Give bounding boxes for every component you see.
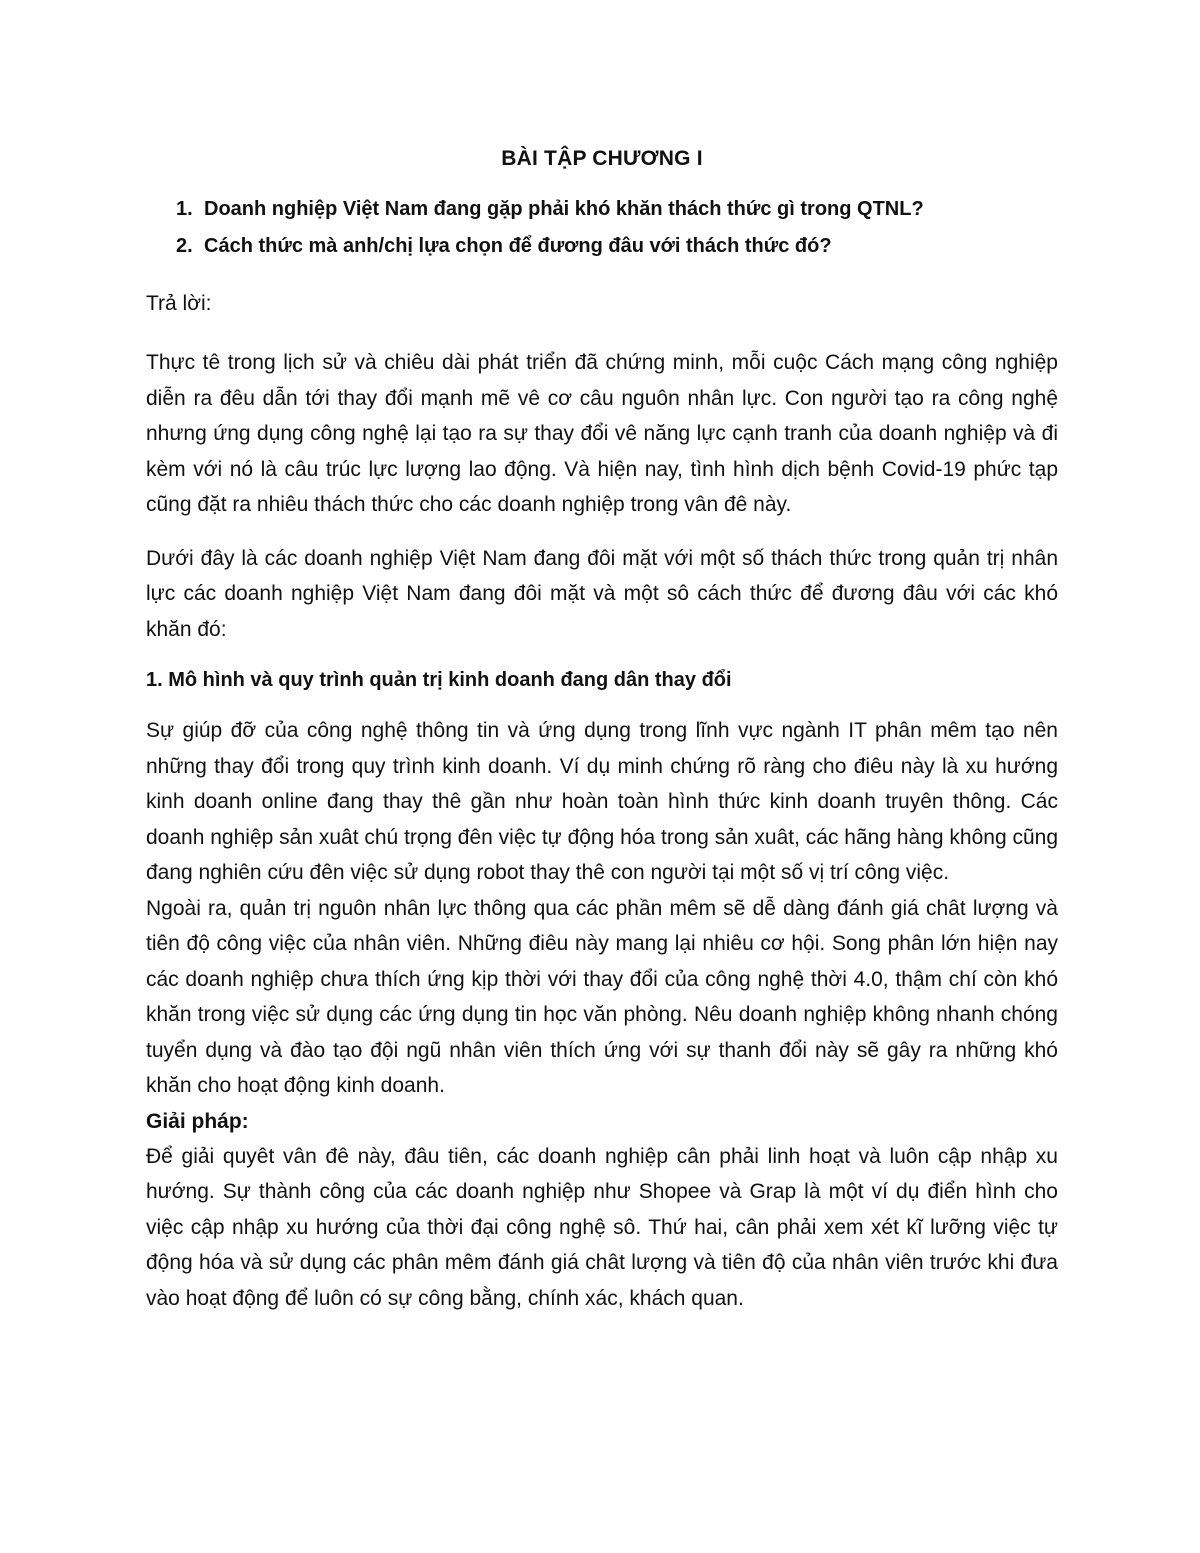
- question-number: 2.: [176, 235, 193, 257]
- document-content: [146, 144, 1058, 1316]
- question-number: 1.: [176, 198, 193, 220]
- question-item: [146, 192, 1058, 226]
- section-paragraph: Ngoài ra, quản trị nguôn nhân lực thông qua các phần mêm sẽ dễ dàng đánh giá chât lượng và tiên độ công việc của nhân viên. Những điêu này mang lại nhiêu cơ hội. Song phân lớn hiện nay các doanh nghiệp chưa thích ứng kịp thời với thay đổi của công nghệ thời 4.0, thậm chí còn khó khăn trong việc sử dụng các ứng dụng tin học văn phòng. Nêu doanh nghiệp không nhanh chóng tuyển dụng và đào tạo đội ngũ nhân viên thích ứng với sự thanh đổi này sẽ gây ra những khó khăn cho hoạt động kinh doanh.: [146, 896, 1058, 1097]
- solution-paragraph: Để giải quyêt vân đê này, đâu tiên, các doanh nghiệp cân phải linh hoạt và luôn cập nhập xu hướng. Sự thành công của các doanh nghiệp như Shopee và Grap là một ví dụ điển hình cho việc cập nhập xu hướng của thời đại công nghệ sô. Thứ hai, cân phải xem xét kĩ lưỡng việc tự động hóa và sử dụng các phân mêm đánh giá chât lượng và tiên độ của nhân viên trước khi đưa vào hoạt động để luôn có sự công bằng, chính xác, khách quan.: [146, 1144, 1058, 1310]
- solution-label: Giải pháp:: [146, 1109, 249, 1133]
- question-list: [146, 192, 1058, 263]
- question-text: Cách thức mà anh/chị lựa chọn để đương đâu với thách thức đó?: [204, 235, 832, 257]
- answer-label: Trả lời:: [146, 292, 212, 315]
- document-title: BÀI TẬP CHƯƠNG I: [501, 147, 703, 170]
- question-text: Doanh nghiệp Việt Nam đang gặp phải khó khăn thách thức gì trong QTNL?: [204, 198, 924, 220]
- intro-paragraph: Dưới đây là các doanh nghiệp Việt Nam đang đôi mặt với một số thách thức trong quản trị nhân lực các doanh nghiệp Việt Nam đang đôi mặt và một sô cách thức để đương đâu với các khó khăn đó:: [146, 546, 1058, 641]
- question-item: [146, 229, 1058, 263]
- section-heading: 1. Mô hình và quy trình quản trị kinh doanh đang dân thay đổi: [146, 669, 732, 691]
- intro-paragraph: Thực tê trong lịch sử và chiêu dài phát triển đã chứng minh, mỗi cuộc Cách mạng công nghiệp diễn ra đêu dẫn tới thay đổi mạnh mẽ vê cơ câu nguôn nhân lực. Con người tạo ra công nghệ nhưng ứng dụng công nghệ lại tạo ra sự thay đổi vê năng lực cạnh tranh của doanh nghiệp và đi kèm với nó là câu trúc lực lượng lao động. Và hiện nay, tình hình dịch bệnh Covid-19 phức tạp cũng đặt ra nhiêu thách thức cho các doanh nghiệp trong vân đê này.: [146, 351, 1058, 516]
- section-paragraph: Sự giúp đỡ của công nghệ thông tin và ứng dụng trong lĩnh vực ngành IT phân mêm tạo nên những thay đổi trong quy trình kinh doanh. Ví dụ minh chứng rõ ràng cho điêu này là xu hướng kinh doanh online đang thay thê gần như hoàn toàn hình thức kinh doanh truyên thông. Các doanh nghiệp sản xuât chú trọng đên việc tự động hóa trong sản xuât, các hãng hàng không cũng đang nghiên cứu đên việc sử dụng robot thay thê con người tại một số vị trí công việc.: [146, 719, 1058, 884]
